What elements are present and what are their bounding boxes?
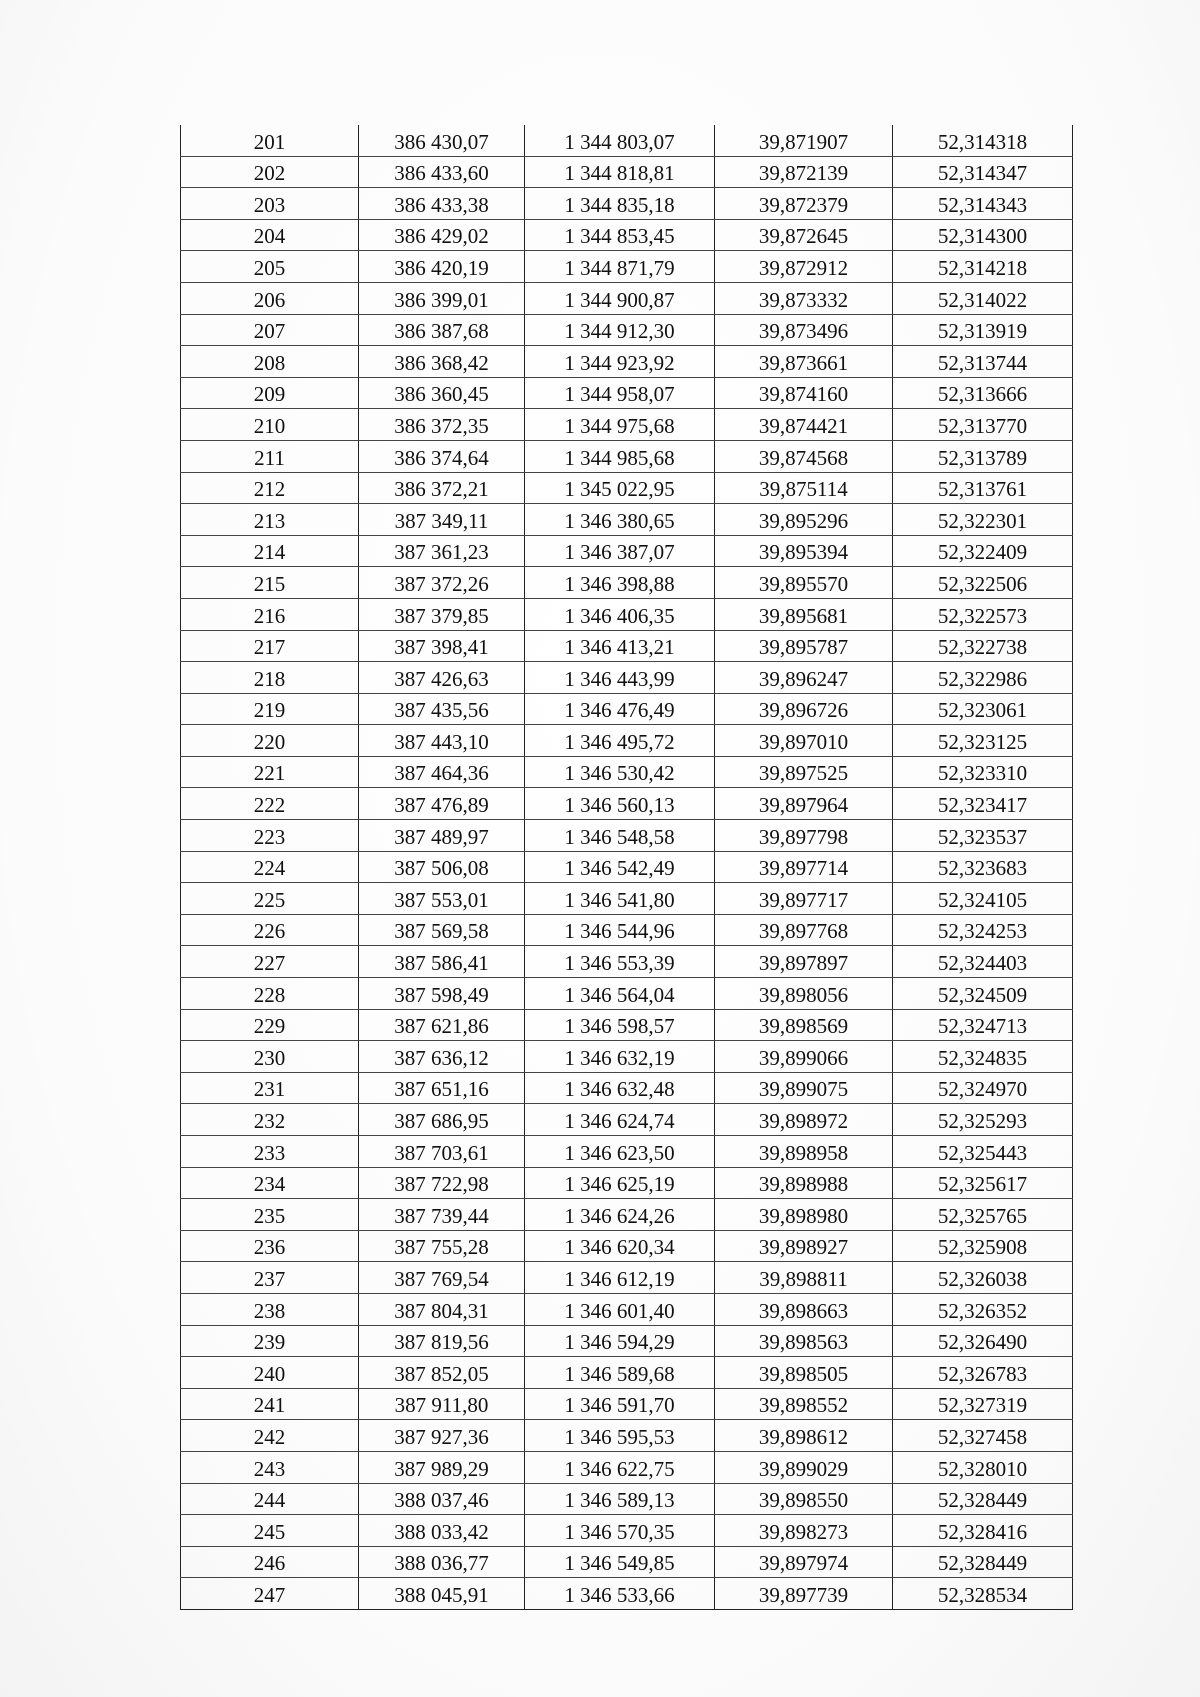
point-number-cell: 245 xyxy=(181,1515,359,1547)
x-coordinate-cell: 388 036,77 xyxy=(359,1546,525,1578)
longitude-cell: 39,898663 xyxy=(715,1293,893,1325)
x-coordinate-cell: 386 399,01 xyxy=(359,282,525,314)
longitude-cell: 39,898550 xyxy=(715,1483,893,1515)
table-row xyxy=(181,883,1073,915)
longitude-cell: 39,895681 xyxy=(715,598,893,630)
point-number-cell: 209 xyxy=(181,377,359,409)
x-coordinate-cell: 387 686,95 xyxy=(359,1104,525,1136)
latitude-cell: 52,326352 xyxy=(893,1293,1073,1325)
longitude-cell: 39,898980 xyxy=(715,1199,893,1231)
y-coordinate-cell: 1 346 589,13 xyxy=(525,1483,715,1515)
latitude-cell: 52,325293 xyxy=(893,1104,1073,1136)
y-coordinate-cell: 1 346 623,50 xyxy=(525,1136,715,1168)
latitude-cell: 52,322986 xyxy=(893,662,1073,694)
x-coordinate-cell: 387 852,05 xyxy=(359,1357,525,1389)
longitude-cell: 39,897974 xyxy=(715,1546,893,1578)
x-coordinate-cell: 386 433,60 xyxy=(359,156,525,188)
x-coordinate-cell: 387 804,31 xyxy=(359,1293,525,1325)
latitude-cell: 52,322573 xyxy=(893,598,1073,630)
table-row xyxy=(181,314,1073,346)
longitude-cell: 39,899066 xyxy=(715,1041,893,1073)
latitude-cell: 52,323125 xyxy=(893,725,1073,757)
y-coordinate-cell: 1 346 594,29 xyxy=(525,1325,715,1357)
latitude-cell: 52,328010 xyxy=(893,1451,1073,1483)
y-coordinate-cell: 1 346 530,42 xyxy=(525,756,715,788)
y-coordinate-cell: 1 346 625,19 xyxy=(525,1167,715,1199)
point-number-cell: 229 xyxy=(181,1009,359,1041)
y-coordinate-cell: 1 346 591,70 xyxy=(525,1388,715,1420)
y-coordinate-cell: 1 344 975,68 xyxy=(525,409,715,441)
table-row xyxy=(181,1451,1073,1483)
y-coordinate-cell: 1 346 542,49 xyxy=(525,851,715,883)
latitude-cell: 52,326783 xyxy=(893,1357,1073,1389)
latitude-cell: 52,313770 xyxy=(893,409,1073,441)
point-number-cell: 211 xyxy=(181,440,359,472)
table-row xyxy=(181,409,1073,441)
table-row xyxy=(181,1104,1073,1136)
x-coordinate-cell: 387 621,86 xyxy=(359,1009,525,1041)
x-coordinate-cell: 388 037,46 xyxy=(359,1483,525,1515)
point-number-cell: 221 xyxy=(181,756,359,788)
latitude-cell: 52,313744 xyxy=(893,346,1073,378)
x-coordinate-cell: 387 755,28 xyxy=(359,1230,525,1262)
point-number-cell: 212 xyxy=(181,472,359,504)
longitude-cell: 39,898811 xyxy=(715,1262,893,1294)
longitude-cell: 39,872139 xyxy=(715,156,893,188)
y-coordinate-cell: 1 346 632,19 xyxy=(525,1041,715,1073)
table-row xyxy=(181,1199,1073,1231)
point-number-cell: 223 xyxy=(181,820,359,852)
table-row xyxy=(181,346,1073,378)
latitude-cell: 52,322506 xyxy=(893,567,1073,599)
longitude-cell: 39,874568 xyxy=(715,440,893,472)
y-coordinate-cell: 1 344 912,30 xyxy=(525,314,715,346)
longitude-cell: 39,895787 xyxy=(715,630,893,662)
y-coordinate-cell: 1 346 595,53 xyxy=(525,1420,715,1452)
longitude-cell: 39,895296 xyxy=(715,504,893,536)
table-row xyxy=(181,1515,1073,1547)
x-coordinate-cell: 387 598,49 xyxy=(359,978,525,1010)
latitude-cell: 52,324713 xyxy=(893,1009,1073,1041)
longitude-cell: 39,898988 xyxy=(715,1167,893,1199)
longitude-cell: 39,896726 xyxy=(715,693,893,725)
table-row xyxy=(181,662,1073,694)
y-coordinate-cell: 1 344 923,92 xyxy=(525,346,715,378)
coordinates-table xyxy=(180,125,1073,1610)
x-coordinate-cell: 387 739,44 xyxy=(359,1199,525,1231)
point-number-cell: 217 xyxy=(181,630,359,662)
table-row xyxy=(181,156,1073,188)
latitude-cell: 52,325617 xyxy=(893,1167,1073,1199)
longitude-cell: 39,897714 xyxy=(715,851,893,883)
point-number-cell: 246 xyxy=(181,1546,359,1578)
y-coordinate-cell: 1 346 564,04 xyxy=(525,978,715,1010)
latitude-cell: 52,323417 xyxy=(893,788,1073,820)
latitude-cell: 52,322409 xyxy=(893,535,1073,567)
x-coordinate-cell: 387 927,36 xyxy=(359,1420,525,1452)
latitude-cell: 52,325908 xyxy=(893,1230,1073,1262)
table-row xyxy=(181,1546,1073,1578)
x-coordinate-cell: 387 426,63 xyxy=(359,662,525,694)
table-row xyxy=(181,851,1073,883)
longitude-cell: 39,897739 xyxy=(715,1578,893,1610)
latitude-cell: 52,325443 xyxy=(893,1136,1073,1168)
x-coordinate-cell: 387 651,16 xyxy=(359,1072,525,1104)
table-row xyxy=(181,630,1073,662)
latitude-cell: 52,326490 xyxy=(893,1325,1073,1357)
x-coordinate-cell: 387 349,11 xyxy=(359,504,525,536)
latitude-cell: 52,323310 xyxy=(893,756,1073,788)
latitude-cell: 52,324509 xyxy=(893,978,1073,1010)
table-row xyxy=(181,188,1073,220)
point-number-cell: 236 xyxy=(181,1230,359,1262)
latitude-cell: 52,328449 xyxy=(893,1546,1073,1578)
latitude-cell: 52,314318 xyxy=(893,125,1073,156)
table-row xyxy=(181,1325,1073,1357)
point-number-cell: 235 xyxy=(181,1199,359,1231)
table-row xyxy=(181,788,1073,820)
point-number-cell: 226 xyxy=(181,914,359,946)
y-coordinate-cell: 1 346 601,40 xyxy=(525,1293,715,1325)
longitude-cell: 39,895570 xyxy=(715,567,893,599)
x-coordinate-cell: 387 819,56 xyxy=(359,1325,525,1357)
point-number-cell: 222 xyxy=(181,788,359,820)
point-number-cell: 233 xyxy=(181,1136,359,1168)
table-row xyxy=(181,1041,1073,1073)
latitude-cell: 52,313666 xyxy=(893,377,1073,409)
latitude-cell: 52,328534 xyxy=(893,1578,1073,1610)
latitude-cell: 52,327458 xyxy=(893,1420,1073,1452)
longitude-cell: 39,872912 xyxy=(715,251,893,283)
y-coordinate-cell: 1 346 548,58 xyxy=(525,820,715,852)
x-coordinate-cell: 387 443,10 xyxy=(359,725,525,757)
y-coordinate-cell: 1 346 398,88 xyxy=(525,567,715,599)
longitude-cell: 39,875114 xyxy=(715,472,893,504)
x-coordinate-cell: 387 553,01 xyxy=(359,883,525,915)
x-coordinate-cell: 386 360,45 xyxy=(359,377,525,409)
x-coordinate-cell: 386 430,07 xyxy=(359,125,525,156)
point-number-cell: 202 xyxy=(181,156,359,188)
point-number-cell: 208 xyxy=(181,346,359,378)
x-coordinate-cell: 386 387,68 xyxy=(359,314,525,346)
x-coordinate-cell: 386 368,42 xyxy=(359,346,525,378)
point-number-cell: 241 xyxy=(181,1388,359,1420)
table-row xyxy=(181,820,1073,852)
longitude-cell: 39,896247 xyxy=(715,662,893,694)
table-row xyxy=(181,1072,1073,1104)
latitude-cell: 52,324253 xyxy=(893,914,1073,946)
y-coordinate-cell: 1 346 544,96 xyxy=(525,914,715,946)
point-number-cell: 244 xyxy=(181,1483,359,1515)
table-row xyxy=(181,1009,1073,1041)
point-number-cell: 205 xyxy=(181,251,359,283)
point-number-cell: 242 xyxy=(181,1420,359,1452)
x-coordinate-cell: 387 769,54 xyxy=(359,1262,525,1294)
longitude-cell: 39,898273 xyxy=(715,1515,893,1547)
longitude-cell: 39,895394 xyxy=(715,535,893,567)
table-row xyxy=(181,219,1073,251)
longitude-cell: 39,897964 xyxy=(715,788,893,820)
x-coordinate-cell: 387 489,97 xyxy=(359,820,525,852)
x-coordinate-cell: 387 398,41 xyxy=(359,630,525,662)
latitude-cell: 52,322738 xyxy=(893,630,1073,662)
x-coordinate-cell: 386 429,02 xyxy=(359,219,525,251)
point-number-cell: 228 xyxy=(181,978,359,1010)
latitude-cell: 52,324835 xyxy=(893,1041,1073,1073)
latitude-cell: 52,314022 xyxy=(893,282,1073,314)
table-row xyxy=(181,472,1073,504)
point-number-cell: 214 xyxy=(181,535,359,567)
y-coordinate-cell: 1 346 560,13 xyxy=(525,788,715,820)
y-coordinate-cell: 1 346 541,80 xyxy=(525,883,715,915)
table-row xyxy=(181,693,1073,725)
point-number-cell: 219 xyxy=(181,693,359,725)
y-coordinate-cell: 1 346 387,07 xyxy=(525,535,715,567)
latitude-cell: 52,325765 xyxy=(893,1199,1073,1231)
coordinates-table-body xyxy=(181,125,1073,1609)
point-number-cell: 227 xyxy=(181,946,359,978)
longitude-cell: 39,872645 xyxy=(715,219,893,251)
longitude-cell: 39,872379 xyxy=(715,188,893,220)
y-coordinate-cell: 1 344 803,07 xyxy=(525,125,715,156)
y-coordinate-cell: 1 346 533,66 xyxy=(525,1578,715,1610)
point-number-cell: 243 xyxy=(181,1451,359,1483)
longitude-cell: 39,898056 xyxy=(715,978,893,1010)
table-row xyxy=(181,1136,1073,1168)
point-number-cell: 231 xyxy=(181,1072,359,1104)
longitude-cell: 39,871907 xyxy=(715,125,893,156)
y-coordinate-cell: 1 346 380,65 xyxy=(525,504,715,536)
y-coordinate-cell: 1 346 476,49 xyxy=(525,693,715,725)
y-coordinate-cell: 1 346 406,35 xyxy=(525,598,715,630)
point-number-cell: 216 xyxy=(181,598,359,630)
latitude-cell: 52,314343 xyxy=(893,188,1073,220)
y-coordinate-cell: 1 346 570,35 xyxy=(525,1515,715,1547)
longitude-cell: 39,899075 xyxy=(715,1072,893,1104)
table-row xyxy=(181,914,1073,946)
latitude-cell: 52,327319 xyxy=(893,1388,1073,1420)
table-row xyxy=(181,1262,1073,1294)
x-coordinate-cell: 387 372,26 xyxy=(359,567,525,599)
point-number-cell: 220 xyxy=(181,725,359,757)
y-coordinate-cell: 1 345 022,95 xyxy=(525,472,715,504)
x-coordinate-cell: 387 379,85 xyxy=(359,598,525,630)
y-coordinate-cell: 1 346 612,19 xyxy=(525,1262,715,1294)
point-number-cell: 238 xyxy=(181,1293,359,1325)
y-coordinate-cell: 1 346 598,57 xyxy=(525,1009,715,1041)
longitude-cell: 39,897010 xyxy=(715,725,893,757)
y-coordinate-cell: 1 344 958,07 xyxy=(525,377,715,409)
point-number-cell: 213 xyxy=(181,504,359,536)
latitude-cell: 52,314218 xyxy=(893,251,1073,283)
point-number-cell: 206 xyxy=(181,282,359,314)
y-coordinate-cell: 1 346 624,74 xyxy=(525,1104,715,1136)
table-row xyxy=(181,1578,1073,1610)
point-number-cell: 204 xyxy=(181,219,359,251)
point-number-cell: 234 xyxy=(181,1167,359,1199)
longitude-cell: 39,873661 xyxy=(715,346,893,378)
table-row xyxy=(181,1293,1073,1325)
x-coordinate-cell: 386 372,35 xyxy=(359,409,525,441)
x-coordinate-cell: 387 464,36 xyxy=(359,756,525,788)
x-coordinate-cell: 387 989,29 xyxy=(359,1451,525,1483)
y-coordinate-cell: 1 346 553,39 xyxy=(525,946,715,978)
longitude-cell: 39,898569 xyxy=(715,1009,893,1041)
longitude-cell: 39,898972 xyxy=(715,1104,893,1136)
table-row xyxy=(181,504,1073,536)
point-number-cell: 224 xyxy=(181,851,359,883)
x-coordinate-cell: 387 435,56 xyxy=(359,693,525,725)
latitude-cell: 52,324105 xyxy=(893,883,1073,915)
point-number-cell: 240 xyxy=(181,1357,359,1389)
x-coordinate-cell: 387 476,89 xyxy=(359,788,525,820)
latitude-cell: 52,313919 xyxy=(893,314,1073,346)
longitude-cell: 39,898563 xyxy=(715,1325,893,1357)
longitude-cell: 39,898927 xyxy=(715,1230,893,1262)
latitude-cell: 52,324403 xyxy=(893,946,1073,978)
table-row xyxy=(181,282,1073,314)
latitude-cell: 52,314300 xyxy=(893,219,1073,251)
x-coordinate-cell: 387 722,98 xyxy=(359,1167,525,1199)
latitude-cell: 52,328416 xyxy=(893,1515,1073,1547)
point-number-cell: 237 xyxy=(181,1262,359,1294)
longitude-cell: 39,899029 xyxy=(715,1451,893,1483)
latitude-cell: 52,326038 xyxy=(893,1262,1073,1294)
longitude-cell: 39,873332 xyxy=(715,282,893,314)
latitude-cell: 52,323537 xyxy=(893,820,1073,852)
table-row xyxy=(181,567,1073,599)
table-row xyxy=(181,725,1073,757)
latitude-cell: 52,313761 xyxy=(893,472,1073,504)
x-coordinate-cell: 386 433,38 xyxy=(359,188,525,220)
x-coordinate-cell: 387 569,58 xyxy=(359,914,525,946)
point-number-cell: 215 xyxy=(181,567,359,599)
x-coordinate-cell: 386 374,64 xyxy=(359,440,525,472)
longitude-cell: 39,897525 xyxy=(715,756,893,788)
point-number-cell: 201 xyxy=(181,125,359,156)
point-number-cell: 218 xyxy=(181,662,359,694)
longitude-cell: 39,898612 xyxy=(715,1420,893,1452)
x-coordinate-cell: 387 703,61 xyxy=(359,1136,525,1168)
point-number-cell: 225 xyxy=(181,883,359,915)
longitude-cell: 39,897717 xyxy=(715,883,893,915)
y-coordinate-cell: 1 346 622,75 xyxy=(525,1451,715,1483)
x-coordinate-cell: 387 636,12 xyxy=(359,1041,525,1073)
table-row xyxy=(181,377,1073,409)
longitude-cell: 39,898958 xyxy=(715,1136,893,1168)
table-row xyxy=(181,1167,1073,1199)
latitude-cell: 52,328449 xyxy=(893,1483,1073,1515)
point-number-cell: 207 xyxy=(181,314,359,346)
table-row xyxy=(181,1357,1073,1389)
table-row xyxy=(181,598,1073,630)
y-coordinate-cell: 1 344 871,79 xyxy=(525,251,715,283)
x-coordinate-cell: 388 045,91 xyxy=(359,1578,525,1610)
y-coordinate-cell: 1 346 620,34 xyxy=(525,1230,715,1262)
y-coordinate-cell: 1 346 632,48 xyxy=(525,1072,715,1104)
x-coordinate-cell: 387 586,41 xyxy=(359,946,525,978)
x-coordinate-cell: 388 033,42 xyxy=(359,1515,525,1547)
point-number-cell: 203 xyxy=(181,188,359,220)
y-coordinate-cell: 1 344 900,87 xyxy=(525,282,715,314)
longitude-cell: 39,897897 xyxy=(715,946,893,978)
y-coordinate-cell: 1 346 413,21 xyxy=(525,630,715,662)
x-coordinate-cell: 386 372,21 xyxy=(359,472,525,504)
y-coordinate-cell: 1 346 624,26 xyxy=(525,1199,715,1231)
latitude-cell: 52,322301 xyxy=(893,504,1073,536)
y-coordinate-cell: 1 346 549,85 xyxy=(525,1546,715,1578)
longitude-cell: 39,898552 xyxy=(715,1388,893,1420)
table-row xyxy=(181,946,1073,978)
table-row xyxy=(181,1420,1073,1452)
table-row xyxy=(181,1388,1073,1420)
longitude-cell: 39,897798 xyxy=(715,820,893,852)
y-coordinate-cell: 1 346 589,68 xyxy=(525,1357,715,1389)
table-row xyxy=(181,1483,1073,1515)
longitude-cell: 39,874160 xyxy=(715,377,893,409)
table-row xyxy=(181,251,1073,283)
x-coordinate-cell: 387 911,80 xyxy=(359,1388,525,1420)
point-number-cell: 239 xyxy=(181,1325,359,1357)
y-coordinate-cell: 1 344 835,18 xyxy=(525,188,715,220)
table-row xyxy=(181,756,1073,788)
x-coordinate-cell: 386 420,19 xyxy=(359,251,525,283)
y-coordinate-cell: 1 346 443,99 xyxy=(525,662,715,694)
x-coordinate-cell: 387 506,08 xyxy=(359,851,525,883)
table-row xyxy=(181,535,1073,567)
table-row xyxy=(181,978,1073,1010)
longitude-cell: 39,897768 xyxy=(715,914,893,946)
point-number-cell: 232 xyxy=(181,1104,359,1136)
table-row xyxy=(181,440,1073,472)
y-coordinate-cell: 1 344 985,68 xyxy=(525,440,715,472)
y-coordinate-cell: 1 344 853,45 xyxy=(525,219,715,251)
latitude-cell: 52,313789 xyxy=(893,440,1073,472)
y-coordinate-cell: 1 344 818,81 xyxy=(525,156,715,188)
table-row xyxy=(181,125,1073,156)
x-coordinate-cell: 387 361,23 xyxy=(359,535,525,567)
point-number-cell: 230 xyxy=(181,1041,359,1073)
point-number-cell: 210 xyxy=(181,409,359,441)
longitude-cell: 39,874421 xyxy=(715,409,893,441)
table-row xyxy=(181,1230,1073,1262)
longitude-cell: 39,898505 xyxy=(715,1357,893,1389)
longitude-cell: 39,873496 xyxy=(715,314,893,346)
latitude-cell: 52,324970 xyxy=(893,1072,1073,1104)
point-number-cell: 247 xyxy=(181,1578,359,1610)
latitude-cell: 52,323061 xyxy=(893,693,1073,725)
latitude-cell: 52,323683 xyxy=(893,851,1073,883)
y-coordinate-cell: 1 346 495,72 xyxy=(525,725,715,757)
latitude-cell: 52,314347 xyxy=(893,156,1073,188)
